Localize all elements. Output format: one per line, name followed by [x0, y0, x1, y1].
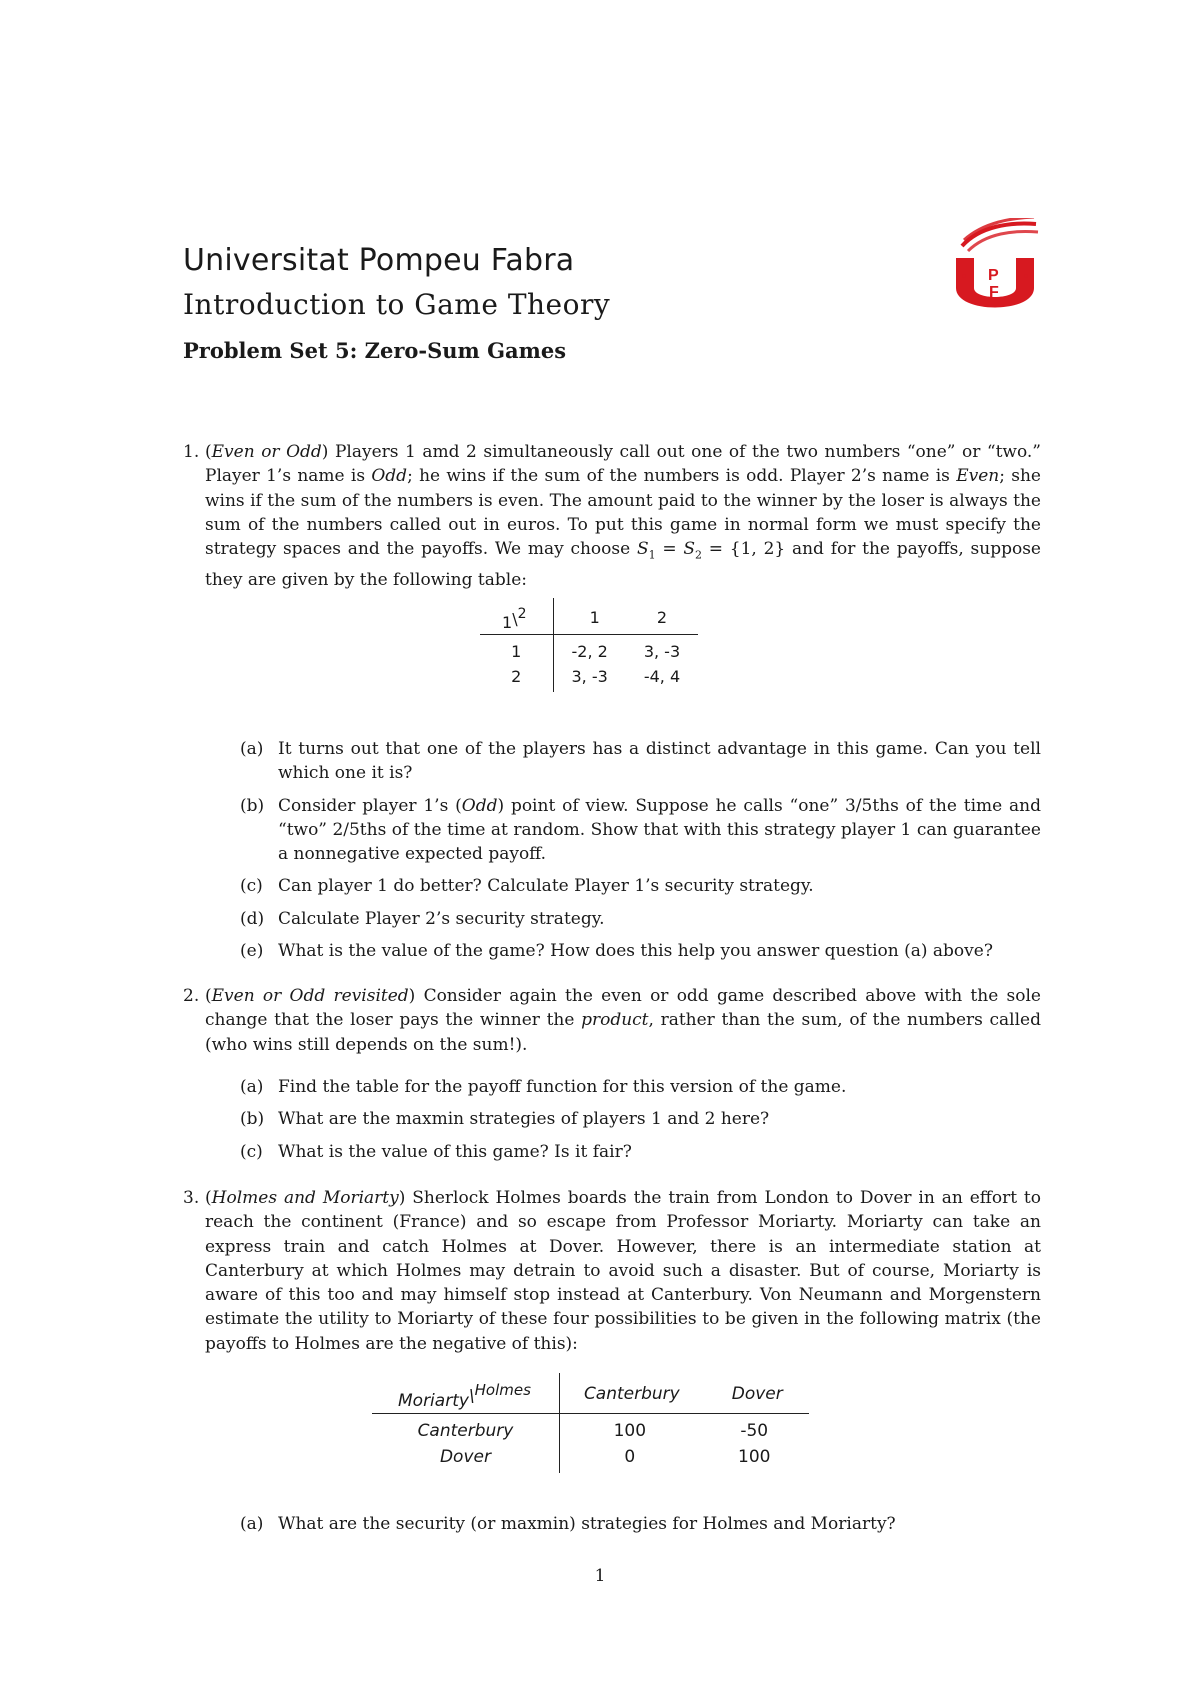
problem-text: (Even or Odd revisited) Consider again the even or odd game described above with the sole change that the loser pays the winner the product, rather than the sum, of the numbers called (who wins still depends on the sum!). — [205, 986, 1042, 1055]
column-header: 2 — [626, 598, 698, 635]
table-cell: -2, 2 — [571, 642, 608, 662]
table-corner: 1\$^2$ — [480, 598, 553, 635]
problem-text: (Even or Odd) Players 1 amd 2 simultaneously call out one of the two numbers “one” or “two.” Player 1’s name is Odd; he wins if the sum of the numbers is odd. Player 2’s name is Even; she wins if the sum of the numbers is even. The amount paid to the winner by the loser is always the sum of the numbers called out in euros. To put this game in normal form we must specify the strategy spaces and the payoffs. We may choose $S_1 = S_2 = \{1$, 2} and for the payoffs, suppose they are given by the following table: — [205, 442, 1041, 590]
upf-logo — [950, 218, 1040, 326]
subpart-a: (a) Find the table for the payoff function for this version of the game. — [240, 1077, 847, 1097]
problem-number: 2. — [183, 986, 200, 1006]
problem-1 — [183, 440, 1041, 592]
problem-1-subparts — [240, 737, 1041, 971]
subpart-d: (d) Calculate Player 2’s security strategy. — [240, 908, 605, 929]
subpart-a: (a) It turns out that one of the players has a distinct advantage in this game. Can you tell which one it is? — [240, 739, 1041, 784]
column-header: Canterbury — [559, 1373, 699, 1413]
subpart-a: (a) What are the security (or maxmin) strategies for Holmes and Moriarty? — [240, 1514, 896, 1534]
problem-set-title: Problem Set 5: Zero-Sum Games — [183, 338, 567, 363]
table-cell: 0 — [624, 1446, 636, 1467]
table-cell: 3, -3 — [571, 667, 608, 687]
problem-2-subparts — [240, 1075, 1041, 1172]
problem-title: Even or Odd revisited — [211, 986, 409, 1006]
subpart-b: (b) Consider player 1’s (Odd) point of view. Suppose he calls “one” 3/5ths of the time and “two” 2/5ths of the time at random. Show that with this strategy player 1 can guarantee a nonnegative expected payoff. — [240, 795, 1041, 865]
problem-3-subparts — [240, 1512, 1041, 1544]
course-title: Introduction to Game Theory — [183, 288, 611, 321]
table-row — [372, 1444, 809, 1473]
table-cell: -50 — [740, 1420, 769, 1441]
column-header: 1 — [553, 598, 626, 635]
row-header: 1 — [480, 635, 553, 665]
table-cell: 100 — [738, 1446, 771, 1467]
problem-title: Holmes and Moriarty — [211, 1188, 399, 1208]
payoff-table-1 — [480, 598, 698, 692]
row-header: Canterbury — [372, 1413, 559, 1444]
problem-number: 3. — [183, 1188, 200, 1208]
problem-3 — [183, 1186, 1041, 1356]
table-cell: -4, 4 — [643, 667, 681, 687]
svg-text:F: F — [989, 284, 999, 301]
table-row — [372, 1413, 809, 1444]
svg-text:P: P — [988, 267, 999, 284]
row-header: 2 — [480, 664, 553, 692]
problem-title: Even or Odd — [211, 442, 322, 462]
problem-text: (Holmes and Moriarty) Sherlock Holmes boards the train from London to Dover in an effort to reach the continent (France) and so escape from Professor Moriarty. Moriarty can take an express train and catch Holmes at Dover. However, there is an intermediate station at Canterbury at which Holmes may detrain to avoid such a disaster. But of course, Moriarty is aware of this too and may himself stop instead at Canterbury. Von Neumann and Morgenstern estimate the utility to Moriarty of these four possibilities to be given in the following matrix (the payoffs to Holmes are the negative of this): — [205, 1188, 1041, 1354]
table-cell: 100 — [613, 1420, 647, 1441]
table-cell: 3, -3 — [643, 642, 681, 662]
university-name: Universitat Pompeu Fabra — [183, 243, 575, 278]
page-number: 1 — [594, 1566, 606, 1586]
subpart-c: (c) Can player 1 do better? Calculate Player 1’s security strategy. — [240, 876, 814, 897]
table-row — [480, 635, 698, 665]
column-header: Dover — [700, 1373, 809, 1413]
subpart-c: (c) What is the value of this game? Is it fair? — [240, 1141, 632, 1162]
row-header: Dover — [372, 1444, 559, 1473]
table-corner: Moriarty\$^{Holmes}$ — [372, 1373, 559, 1413]
problem-number: 1. — [183, 442, 200, 462]
subpart-b: (b) What are the maxmin strategies of players 1 and 2 here? — [240, 1109, 770, 1130]
table-row — [480, 664, 698, 692]
problem-2 — [183, 984, 1042, 1057]
payoff-table-3 — [372, 1373, 809, 1473]
subpart-e: (e) What is the value of the game? How does this help you answer question (a) above? — [240, 941, 993, 962]
